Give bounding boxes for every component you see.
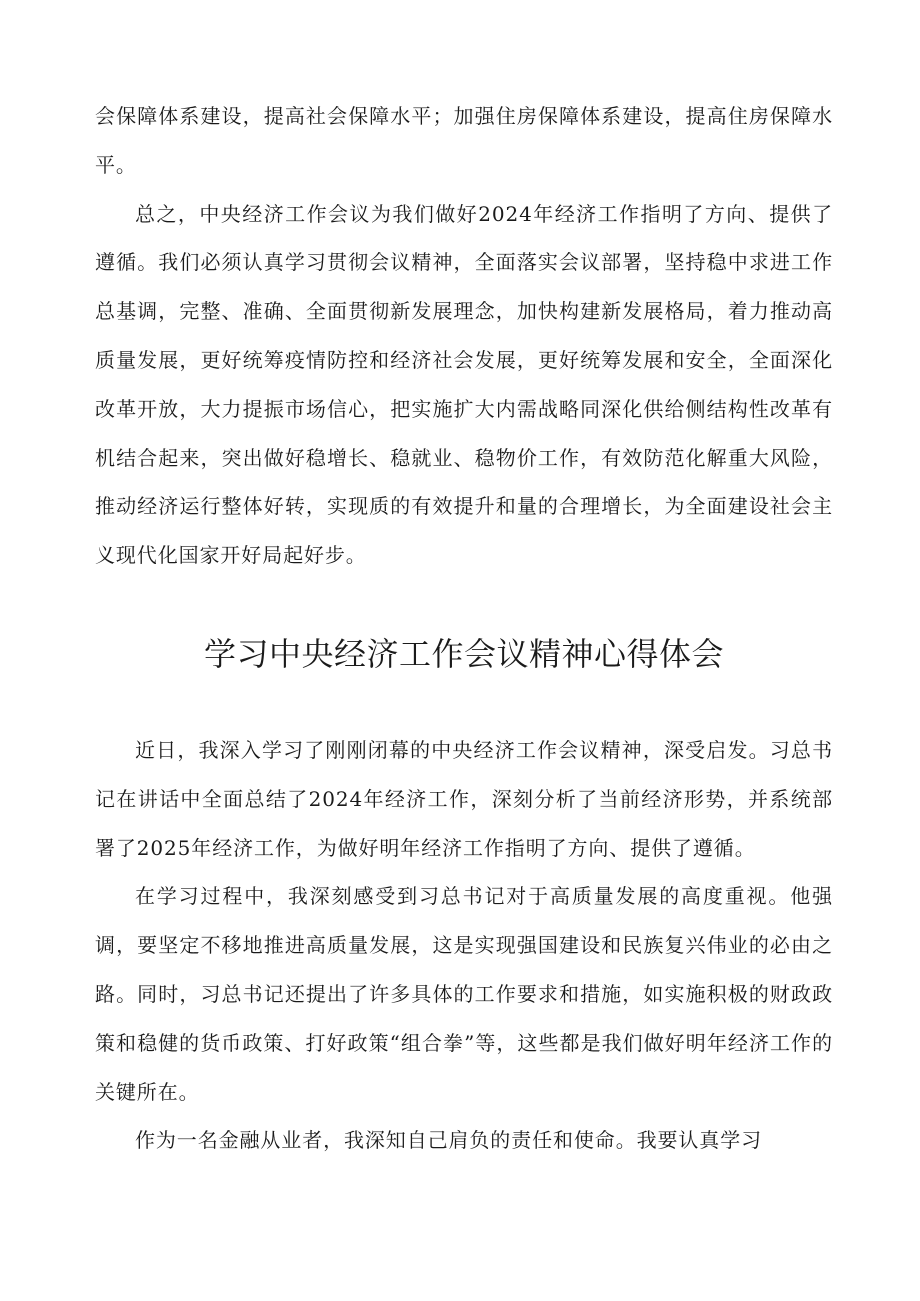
paragraph-continuation: 会保障体系建设，提高社会保障水平；加强住房保障体系建设，提高住房保障水平。 <box>95 104 833 177</box>
paragraph-learning: 在学习过程中，我深刻感受到习总书记对于高质量发展的高度重视。他强调，要坚定不移地推进高质量发展，这是实现强国建设和民族复兴伟业的必由之路。同时，习总书记还提出了许多具体的工作要求和措施，如实施积极的财政政策和稳健的货币政策、打好政策“组合拳”等，这些都是我们做好明年经济工作的关键所在。 <box>95 884 833 1104</box>
document-body <box>95 92 833 1165</box>
section-title: 学习中央经济工作会议精神心得体会 <box>203 634 724 673</box>
paragraph-summary: 总之，中央经济工作会议为我们做好2024年经济工作指明了方向、提供了遵循。我们必须认真学习贯彻会议精神，全面落实会议部署，坚持稳中求进工作总基调，完整、准确、全面贯彻新发展理念，加快构建新发展格局，着力推动高质量发展，更好统筹疫情防控和经济社会发展，更好统筹发展和安全，全面深化改革开放，大力提振市场信心，把实施扩大内需战略同深化供给侧结构性改革有机结合起来，突出做好稳增长、稳就业、稳物价工作，有效防范化解重大风险，推动经济运行整体好转，实现质的有效提升和量的合理增长，为全面建设社会主义现代化国家开好局起好步。 <box>95 201 833 568</box>
paragraph-intro: 近日，我深入学习了刚刚闭幕的中央经济工作会议精神，深受启发。习总书记在讲话中全面总结了2024年经济工作，深刻分析了当前经济形势，并系统部署了2025年经济工作，为做好明年经济工作指明了方向、提供了遵循。 <box>95 737 833 860</box>
paragraph-responsibility: 作为一名金融从业者，我深知自己肩负的责任和使命。我要认真学习 <box>135 1128 762 1153</box>
